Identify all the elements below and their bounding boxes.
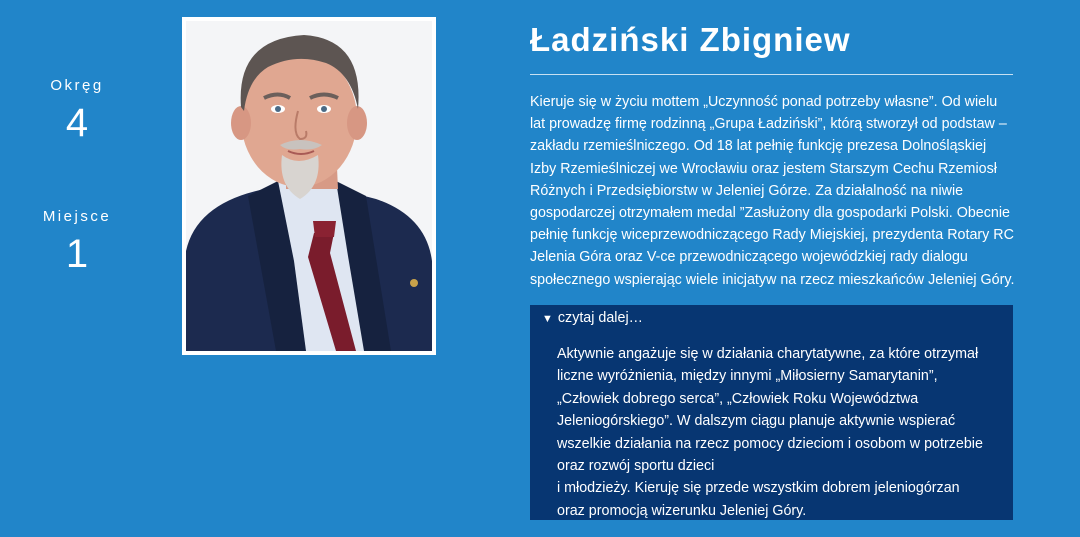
- position-label: Miejsce: [42, 208, 112, 225]
- read-more-panel: [530, 305, 1013, 520]
- candidate-portrait: [186, 21, 432, 351]
- read-more-line: oraz rozwój sportu dzieci: [557, 458, 715, 475]
- candidate-photo: [182, 17, 436, 355]
- read-more-content: [557, 343, 997, 522]
- candidate-name: Ładziński Zbigniew: [530, 21, 851, 58]
- title-divider: [530, 74, 1013, 75]
- district-stat: [18, 77, 136, 143]
- read-more-line: i młodzieży. Kieruję się przede wszystkim dobrem jeleniogórzan: [557, 480, 960, 497]
- district-label: Okręg: [50, 77, 104, 94]
- read-more-line: oraz promocją wizerunku Jeleniej Góry.: [557, 502, 807, 519]
- read-more-label: czytaj dalej…: [557, 310, 643, 326]
- district-number: 4: [65, 101, 89, 145]
- read-more-line: liczne wyróżnienia, między innymi „Miłosierny Samarytanin”,: [557, 368, 938, 385]
- read-more-line: wszelkie działania na rzecz pomocy dzieciom i osobom w potrzebie: [557, 435, 983, 452]
- read-more-line: Jeleniogórskiego”. W dalszym ciągu planuje aktywnie wspierać: [557, 413, 956, 430]
- position-number: 1: [65, 232, 89, 276]
- position-stat: [18, 208, 136, 274]
- read-more-line: Aktywnie angażuje się w działania charytatywne, za które otrzymał: [557, 346, 979, 362]
- candidate-bio: Kieruje się w życiu mottem „Uczynność ponad potrzeby własne”. Od wielu lat prowadzę firmę rodzinną „Grupa Ładziński”, którą stworzył od podstaw – zakładu rzemieślniczego. Od 18 lat pełnię funkcję prezesa Dolnośląskiej Izby Rzemieślniczej we Wrocławiu oraz jestem Starszym Cechu Rzemiosł Różnych i Przedsiębiorstw w Jeleniej Górze. Za działalność na niwie gospodarczej otrzymałem medal ”Zasłużony dla gospodarki Polski. Obecnie pełnię funkcję wiceprzewodniczącego Rady Miejskiej, prezydenta Rotary RC Jelenia Góra oraz V-ce przewodniczącego wojewódzkiej rady dialogu społecznego wspierając wiele inicjatyw na rzecz mieszkańców Jeleniej Góry.: [530, 94, 1015, 288]
- read-more-line: „Człowiek dobrego serca”, „Człowiek Roku Województwa: [557, 390, 919, 407]
- read-more-toggle[interactable]: [542, 309, 643, 328]
- triangle-down-icon: ▼: [542, 313, 553, 325]
